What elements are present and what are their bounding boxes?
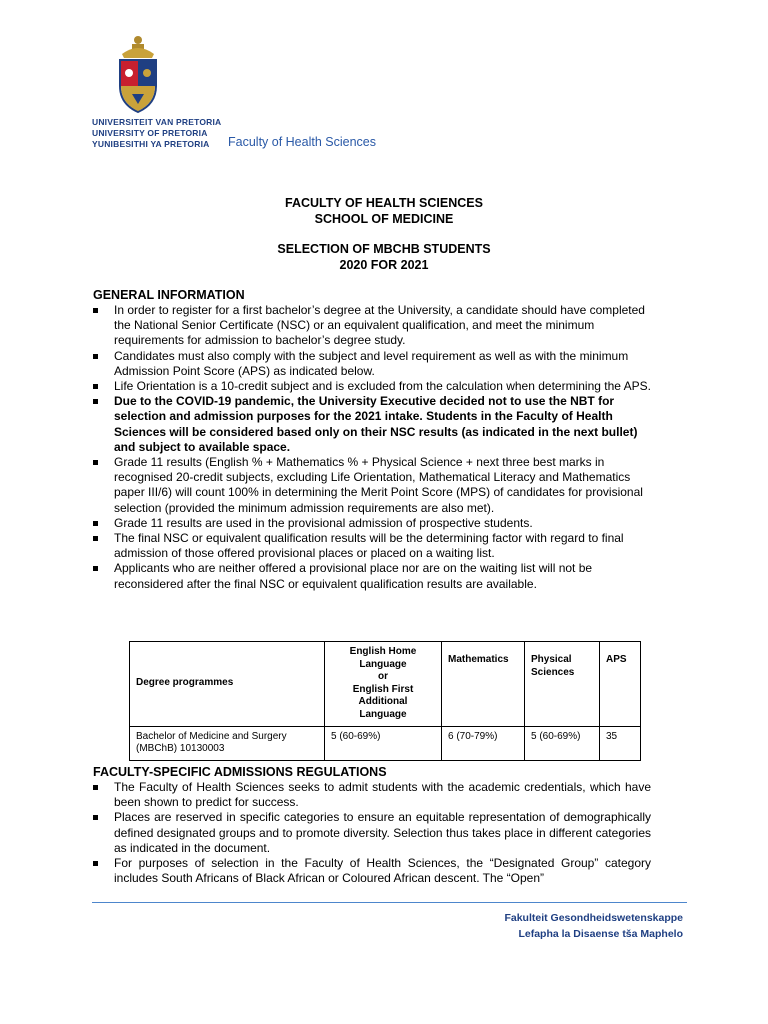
header-english-line: or xyxy=(378,671,388,683)
bullet-icon xyxy=(93,861,98,866)
university-name-sepedi: YUNIBESITHI YA PRETORIA xyxy=(92,139,210,149)
list-item xyxy=(93,856,651,886)
list-item-text: Grade 11 results are used in the provisional admission of prospective students. xyxy=(114,515,533,530)
title-school: SCHOOL OF MEDICINE xyxy=(314,211,454,226)
list-item-text: The Faculty of Health Sciences seeks to admit students with the academic credentials, which have been shown to predict for success. xyxy=(114,780,651,810)
bullet-icon xyxy=(93,785,98,790)
faculty-specific-heading: FACULTY-SPECIFIC ADMISSIONS REGULATIONS xyxy=(93,765,387,779)
university-crest-logo xyxy=(112,34,164,114)
cell-degree-line: Bachelor of Medicine and Surgery xyxy=(136,730,287,742)
list-item-text: Grade 11 results (English % + Mathematics % + Physical Science + next three best marks in recognised 20-credit subjects, excluding Life Orientation, Mathematical Literacy and Mathematics paper III/6) will count 100% in determining the Merit Point Score (MPS) of candidates for provisional selection (provided the minimum admission requirements are also met). xyxy=(114,455,643,515)
general-information-list xyxy=(93,303,651,592)
bullet-icon xyxy=(93,536,98,541)
admission-requirements-table xyxy=(129,641,641,761)
list-item-text: The final NSC or equivalent qualification results will be the determining factor with regard to final admission of those offered provisional places or placed on a waiting list. xyxy=(114,531,624,561)
cell-degree xyxy=(130,726,325,760)
document-title xyxy=(0,196,768,227)
document-subtitle xyxy=(0,242,768,273)
faculty-name: Faculty of Health Sciences xyxy=(228,135,376,149)
list-item-text: In order to register for a first bachelor’s degree at the University, a candidate should have completed the National Senior Certificate (NSC) or an equivalent qualification, and meet the minimum requirements for admission to bachelor’s degree study. xyxy=(114,303,645,348)
bullet-icon xyxy=(93,815,98,820)
list-item xyxy=(93,303,651,349)
cell-aps: 35 xyxy=(600,726,641,760)
list-item xyxy=(93,455,651,516)
header-physical-line: Physical xyxy=(531,654,572,665)
header-english-line: Language xyxy=(359,708,407,720)
header-aps: APS xyxy=(600,642,641,727)
list-item-text: For purposes of selection in the Faculty of Health Sciences, the “Designated Group” category includes South Africans of Black African or Coloured African descent. The “Open” xyxy=(114,856,651,886)
list-item xyxy=(93,349,651,379)
title-selection: SELECTION OF MBCHB STUDENTS xyxy=(277,242,491,256)
bullet-icon xyxy=(93,566,98,571)
list-item-text: Applicants who are neither offered a provisional place nor are on the waiting list will not be reconsidered after the final NSC or equivalent qualification results are available. xyxy=(114,561,593,591)
cell-mathematics: 6 (70-79%) xyxy=(442,726,525,760)
table-row xyxy=(130,726,641,760)
footer-faculty-sepedi: Lefapha la Disaense tša Maphelo xyxy=(518,928,683,940)
list-item-text: Life Orientation is a 10-credit subject and is excluded from the calculation when determining the APS. xyxy=(114,379,651,394)
table-header-row xyxy=(130,642,641,727)
cell-physical-sciences: 5 (60-69%) xyxy=(525,726,600,760)
title-years: 2020 FOR 2021 xyxy=(339,257,429,272)
header-physical-sciences xyxy=(525,642,600,727)
bullet-icon xyxy=(93,399,98,404)
bullet-icon xyxy=(93,384,98,389)
faculty-specific-list xyxy=(93,780,651,886)
title-faculty: FACULTY OF HEALTH SCIENCES xyxy=(285,196,483,210)
list-item xyxy=(93,379,651,394)
footer-divider xyxy=(92,902,687,903)
bullet-icon xyxy=(93,460,98,465)
bullet-icon xyxy=(93,354,98,359)
list-item xyxy=(93,810,651,856)
general-information-heading: GENERAL INFORMATION xyxy=(93,288,245,302)
university-name-english: UNIVERSITY OF PRETORIA xyxy=(92,128,208,138)
university-name-afrikaans: UNIVERSITEIT VAN PRETORIA xyxy=(92,117,222,127)
list-item xyxy=(93,561,651,591)
list-item-text: Due to the COVID-19 pandemic, the University Executive decided not to use the NBT for selection and admission purposes for the 2021 intake. Students in the Faculty of Health Sciences will be considered based only on their NSC results (as indicated in the next bullet) and subject to available space. xyxy=(114,394,638,454)
footer-faculty-afrikaans: Fakulteit Gesondheidswetenskappe xyxy=(504,912,683,924)
list-item xyxy=(93,394,651,455)
header-english-line: Language xyxy=(359,658,407,670)
header-mathematics: Mathematics xyxy=(442,642,525,727)
bullet-icon xyxy=(93,521,98,526)
university-names xyxy=(92,117,221,150)
list-item-text: Candidates must also comply with the subject and level requirement as well as with the minimum Admission Point Score (APS) as indicated below. xyxy=(114,348,629,378)
header-degree-programmes: Degree programmes xyxy=(130,642,325,727)
header-english-line: English First xyxy=(352,683,414,695)
list-item xyxy=(93,531,651,561)
list-item xyxy=(93,780,651,810)
header-english xyxy=(325,642,442,727)
header-english-line: Additional xyxy=(358,696,408,708)
cell-degree-line: (MBChB) 10130003 xyxy=(136,743,225,755)
header-english-line: English Home xyxy=(349,646,417,657)
header-physical-line: Sciences xyxy=(531,666,575,678)
list-item-text: Places are reserved in specific categories to ensure an equitable representation of demographically defined designated groups and to promote diversity. Selection thus takes place in different categories as indicated in the document. xyxy=(114,810,651,855)
bullet-icon xyxy=(93,308,98,313)
list-item xyxy=(93,516,651,531)
cell-english: 5 (60-69%) xyxy=(325,726,442,760)
